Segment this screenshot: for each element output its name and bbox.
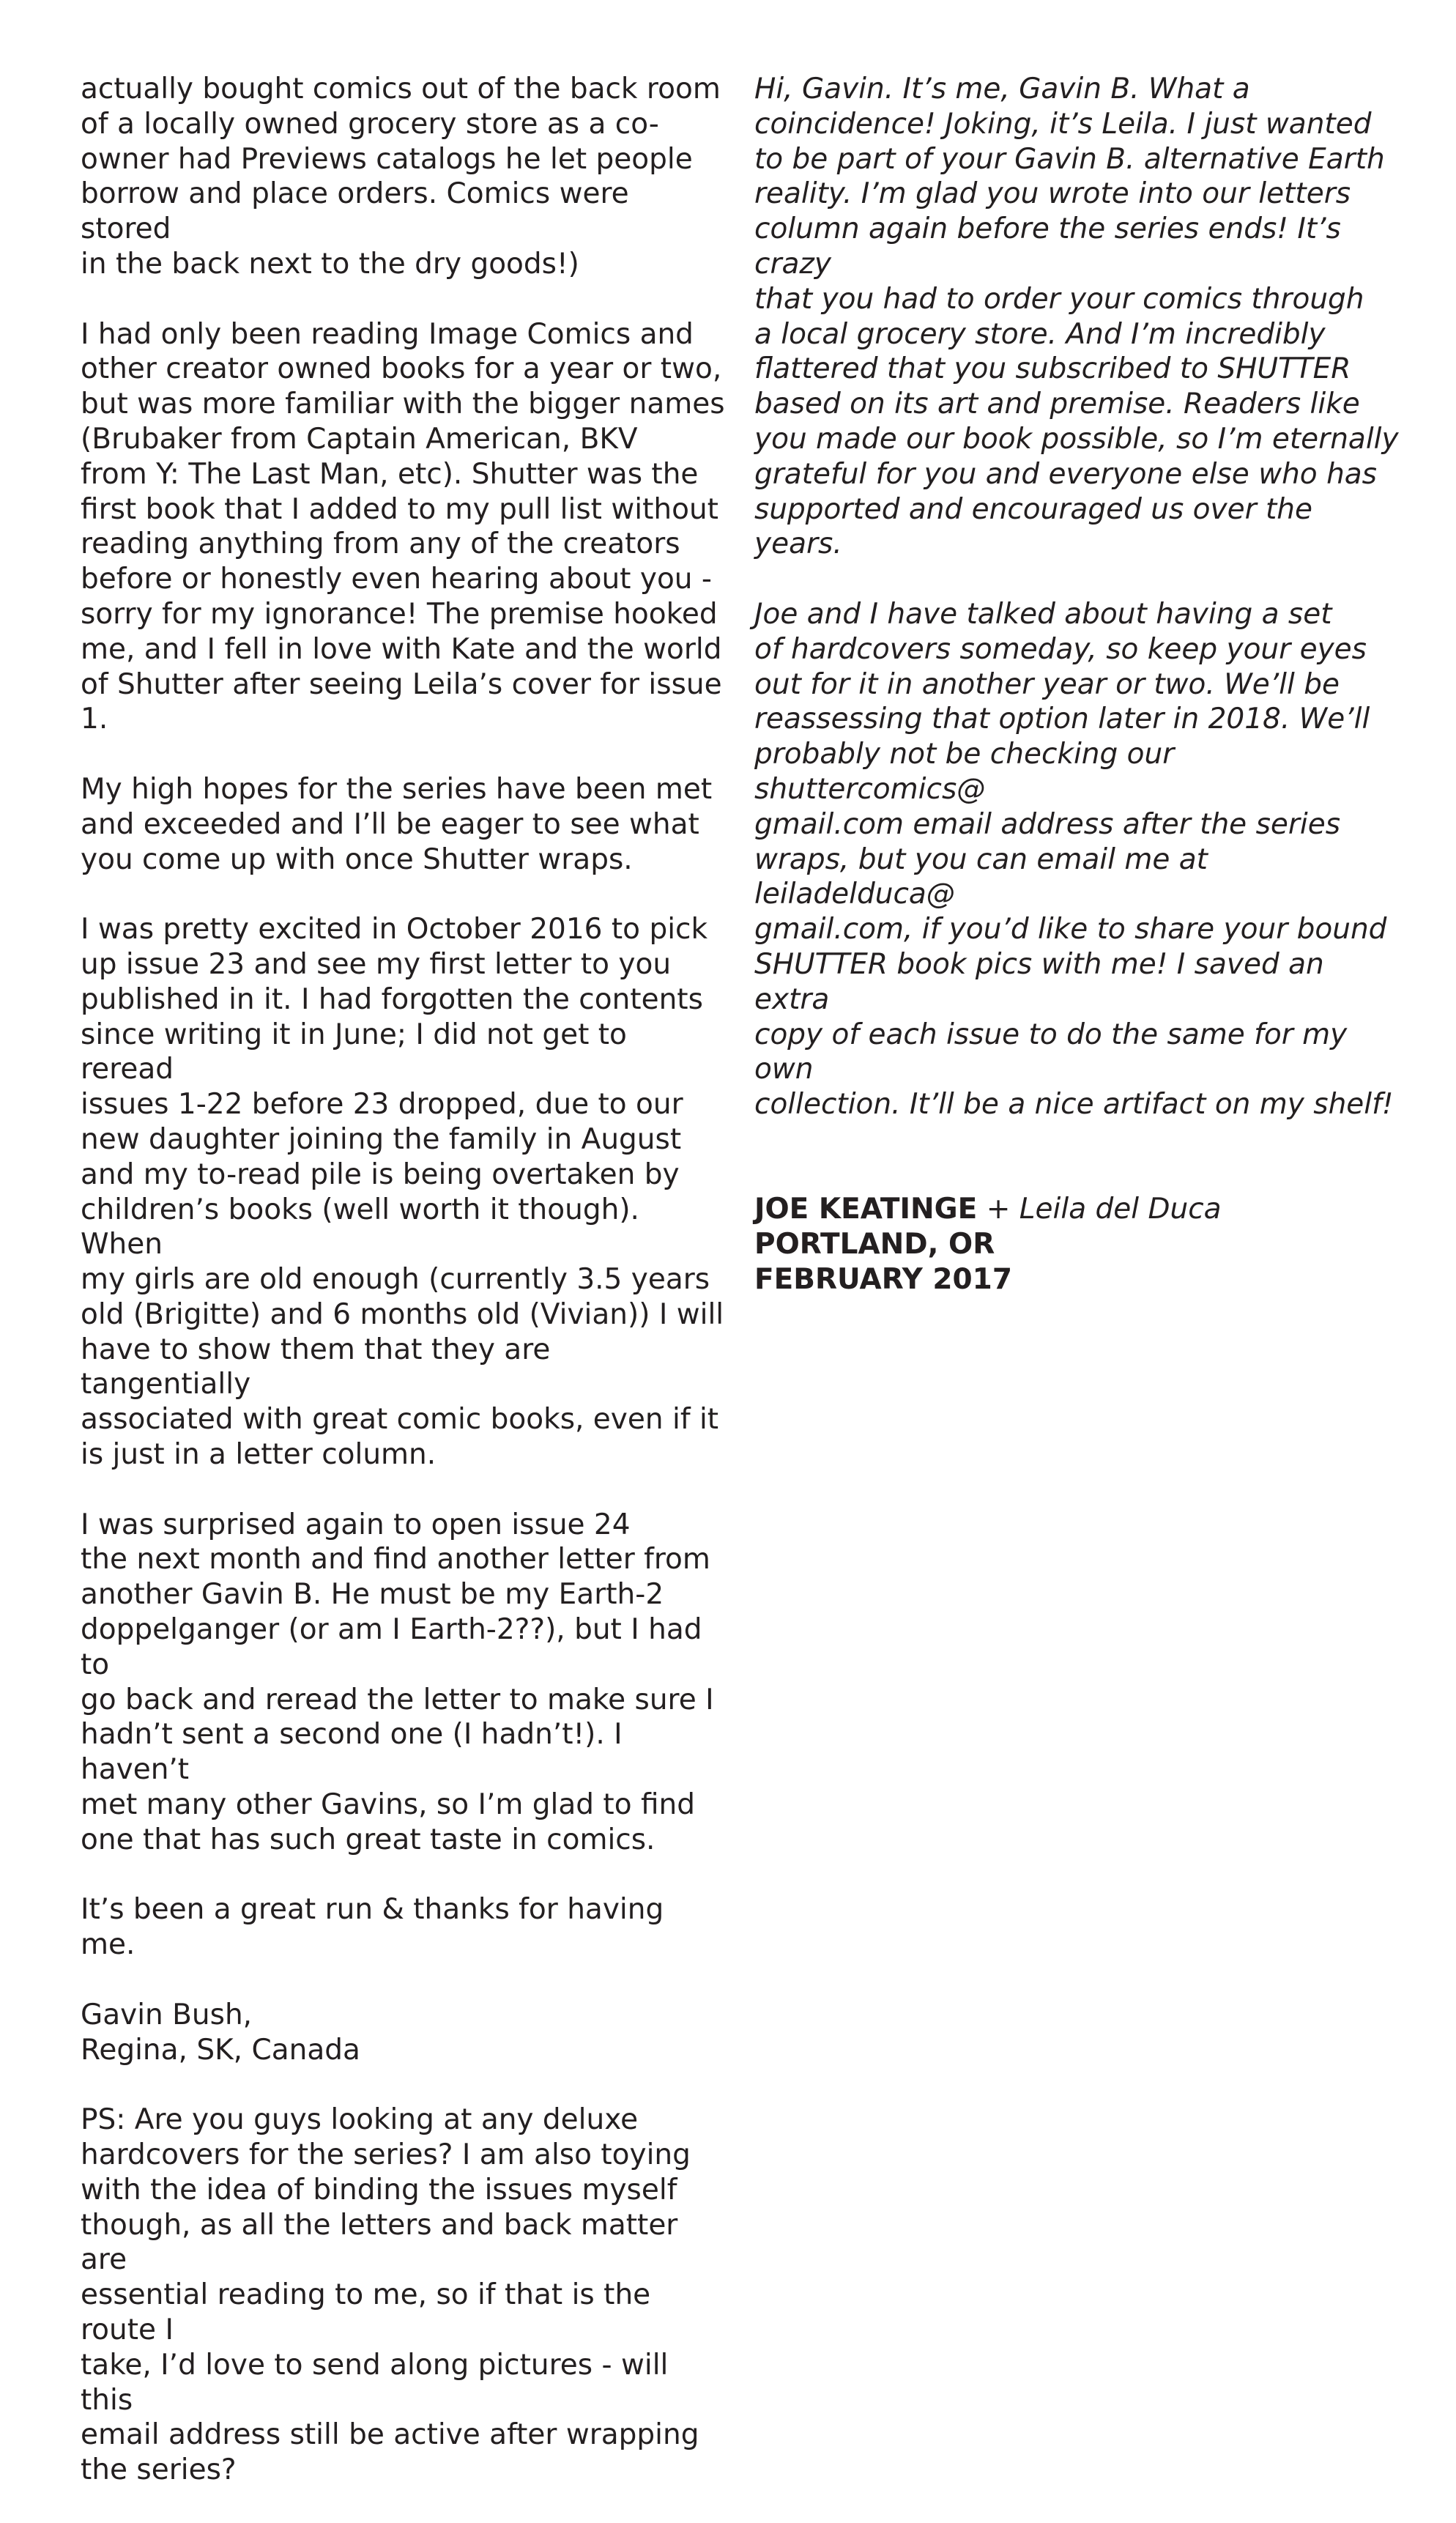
signoff-date: FEBRUARY 2017 — [754, 1262, 1012, 1296]
signoff-joiner: + — [977, 1192, 1019, 1226]
reader-letter-column — [81, 72, 725, 2523]
creator-reply-column — [754, 72, 1399, 1297]
letter-paragraph: I had only been reading Image Comics and other creator owned books for a year or two, but was more familiar with the bigger names (Brubaker from Captain American, BKV from Y: The Last Man, etc). Shutter was the first book that I added to my pull list without reading anything from any of the creators before or honestly even hearing about you - sorry for my ignorance! The premise hooked me, and I fell in love with Kate and the world of Shutter after seeing Leila’s cover for issue 1. — [81, 317, 725, 736]
letter-paragraph: actually bought comics out of the back room of a locally owned grocery store as a co- owner had Previews catalogs he let people borrow and place orders. Comics were stored in the back next to the dry goods!) — [81, 73, 721, 281]
letter-paragraph: My high hopes for the series have been met and exceeded and I’ll be eager to see what you come up with once Shutter wraps. — [81, 772, 713, 876]
signoff-name-secondary: Leila del Duca — [1019, 1192, 1222, 1226]
reply-paragraph: Joe and I have talked about having a set of hardcovers someday, so keep your eyes out for it in another year or two. We’ll be reassessing that option later in 2018. We’ll probably not be checking our shuttercomics@ gmail.com email address after the series wraps, but you can email me at leiladelduca@ gmail.com, if you’d like to share your bound SHUTTER book pics with me! I saved an extra copy of each issue to do the same for my own collection. It’ll be a nice artifact on my shelf! — [754, 597, 1394, 1122]
reply-signoff — [754, 1192, 1399, 1297]
letter-signature: Gavin Bush, Regina, SK, Canada — [81, 1998, 360, 2067]
letter-paragraph: I was surprised again to open issue 24 the next month and find another letter from another Gavin B. He must be my Earth-2 doppelganger (or am I Earth-2??), but I had to go back and reread the letter to make sure I hadn’t sent a second one (I hadn’t!). I haven’t met many other Gavins, so I’m glad to find one that has such great taste in comics. — [81, 1508, 714, 1856]
signoff-name-primary: JOE KEATINGE — [754, 1192, 978, 1226]
reply-paragraph: Hi, Gavin. It’s me, Gavin B. What a coincidence! Joking, it’s Leila. I just wanted to be part of your Gavin B. alternative Earth reality. I’m glad you wrote into our letters column again before the series ends! It’s crazy that you had to order your comics through a local grocery store. And I’m incredibly flattered that you subscribed to SHUTTER based on its art and premise. Readers like you made our book possible, so I’m eternally grateful for you and everyone else who has supported and encouraged us over the years. — [754, 73, 1399, 561]
letter-postscript: PS: Are you guys looking at any deluxe hardcovers for the series? I am also toying with the idea of binding the issues myself though, as all the letters and back matter are essential reading to me, so if that is the route I take, I’d love to send along pictures - will this email address still be active after wrapping the series? — [81, 2103, 699, 2487]
letter-paragraph: It’s been a great run & thanks for having me. — [81, 1893, 664, 1962]
signoff-names — [754, 1192, 1399, 1227]
signoff-location: PORTLAND, OR — [754, 1227, 995, 1261]
letter-paragraph: I was pretty excited in October 2016 to pick up issue 23 and see my first letter to you published in it. I had forgotten the contents since writing it in June; I did not get to reread issues 1-22 before 23 dropped, due to our new daughter joining the family in August and my to-read pile is being overtaken by children’s books (well worth it though). When my girls are old enough (currently 3.5 years old (Brigitte) and 6 months old (Vivian)) I will have to show them that they are tangentially associated with great comic books, even if it is just in a letter column. — [81, 913, 724, 1472]
